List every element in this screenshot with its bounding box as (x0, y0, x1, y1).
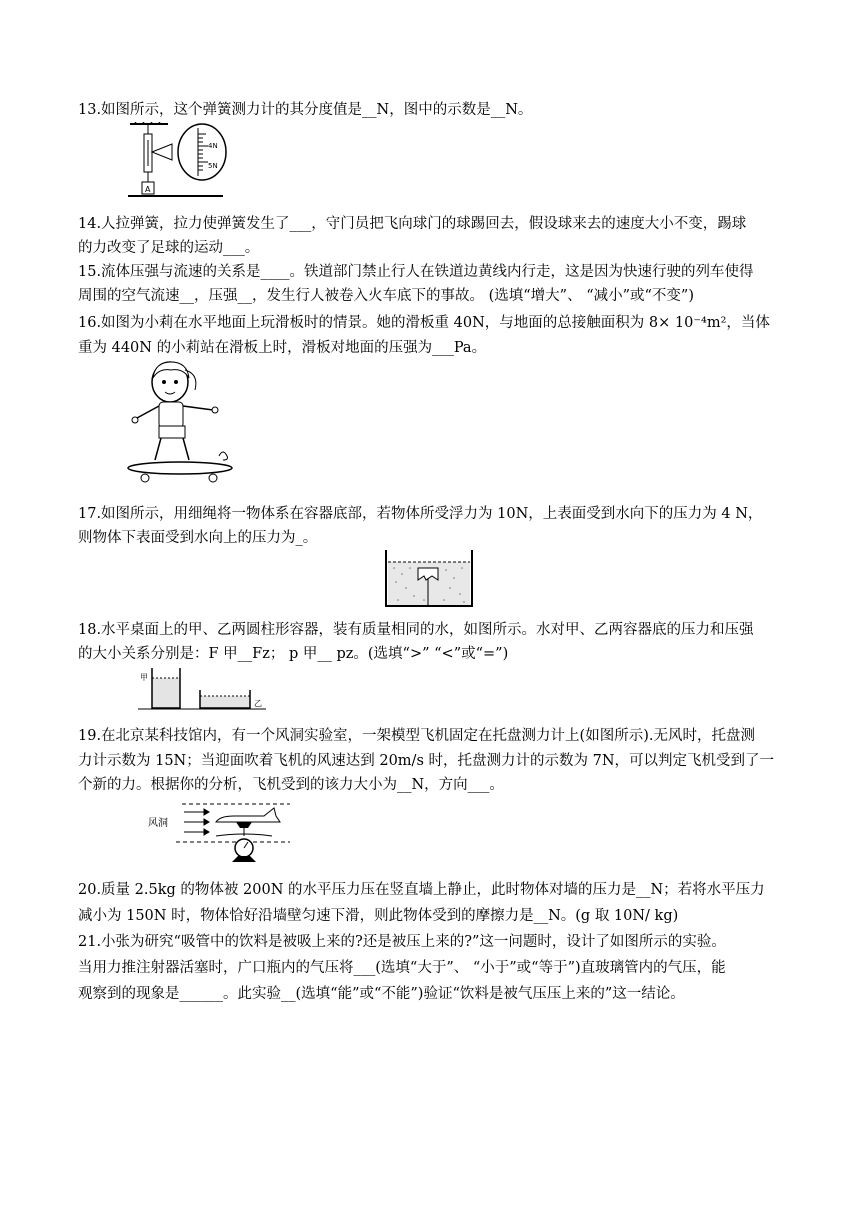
q15-line-2: 周围的空气流速__，压强__，发生行人被卷入火车底下的事故。 (选填“增大”、 “减小”或“不变”) (78, 288, 695, 304)
q13-spring-scale-figure (128, 122, 228, 200)
q20-line-2: 减小为 150N 时，物体恰好沿墙壁匀速下滑，则此物体受到的摩擦力是__N。(g 取 10N/ kg) (78, 908, 679, 924)
q13-line-1: 13.如图所示，这个弹簧测力计的其分度值是__N，图中的示数是__N。 (78, 102, 533, 118)
q19-wind-tunnel-figure (142, 800, 292, 866)
q20-line-1: 20.质量 2.5kg 的物体被 200N 的水平压力压在竖直墙上静止，此时物体对墙的压力是__N；若将水平压力 (78, 882, 765, 898)
q14-line-1: 14.人拉弹簧，拉力使弹簧发生了___，守门员把飞向球门的球踢回去，假设球来去的速度大小不变，踢球 (78, 216, 747, 232)
q13-tick-4n: 4N (208, 142, 218, 150)
q18-line-2: 的大小关系分别是：F 甲__Fz； p 甲__ pz。(选填“>” “<”或“=”) (78, 646, 509, 662)
q21-line-2: 当用力推注射器活塞时，广口瓶内的气压将___(选填“大于”、 “小于”或“等于”)直玻璃管内的气压，能 (78, 960, 726, 976)
q18-containers-figure (138, 666, 268, 712)
q14-line-2: 的力改变了足球的运动___。 (78, 240, 260, 256)
q16-line-2: 重为 440N 的小莉站在滑板上时，滑板对地面的压强为___Pa。 (78, 340, 487, 356)
q19-label-wind-tunnel: 风洞 (148, 818, 168, 829)
q13-tick-5n: 5N (208, 162, 218, 170)
q18-line-1: 18.水平桌面上的甲、乙两圆柱形容器，装有质量相同的水，如图所示。水对甲、乙两容器底的压力和压强 (78, 622, 754, 638)
q16-skateboard-girl-figure (125, 360, 235, 488)
q21-line-1: 21.小张为研究“吸管中的饮料是被吸上来的?还是被压上来的?”这一问题时，设计了如图所示的实验。 (78, 934, 726, 950)
q19-line-2: 力计示数为 15N；当迎面吹着飞机的风速达到 20m/s 时，托盘测力计的示数为 7N，可以判定飞机受到了一 (78, 753, 775, 769)
q17-line-1: 17.如图所示，用细绳将一物体系在容器底部，若物体所受浮力为 10N，上表面受到水向下的压力为 4 N， (78, 506, 763, 522)
q18-label-jia: 甲 (140, 673, 148, 682)
q13-block-label: A (145, 185, 151, 194)
q21-line-3: 观察到的现象是______。此实验__(选填“能”或“不能”)验证“饮料是被气压压上来的”这一结论。 (78, 986, 685, 1002)
q19-line-3: 个新的力。根据你的分析，飞机受到的该力大小为__N，方向___。 (78, 777, 504, 793)
q17-line-2: 则物体下表面受到水向上的压力为_。 (78, 530, 318, 546)
q19-line-1: 19.在北京某科技馆内，有一个风洞实验室，一架模型飞机固定在托盘测力计上(如图所示).无风时，托盘测 (78, 728, 755, 744)
q18-label-yi: 乙 (254, 699, 262, 708)
q15-line-1: 15.流体压强与流速的关系是____。铁道部门禁止行人在铁道边黄线内行走，这是因为快速行驶的列车使得 (78, 264, 754, 280)
q16-line-1: 16.如图为小莉在水平地面上玩滑板时的情景。她的滑板重 40N，与地面的总接触面积为 8× 10⁻⁴m²，当体 (78, 315, 770, 331)
q17-container-figure (384, 548, 474, 610)
